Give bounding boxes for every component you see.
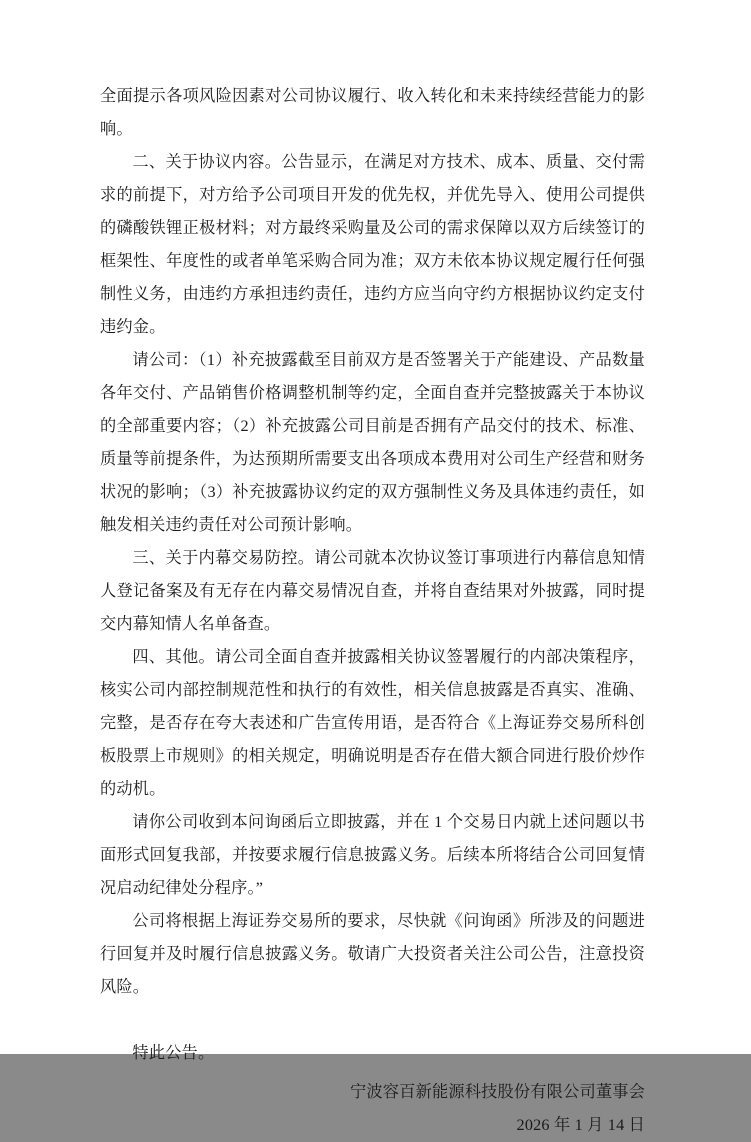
paragraph-request-company-items: 请公司：（1）补充披露截至目前双方是否签署关于产能建设、产品数量各年交付、产品销售价格调整机制等约定，全面自查并完整披露关于本协议的全部重要内容；（2）补充披露公司目前是否拥有产品交付的技术、标准、质量等前提条件，为达预期所需要支出各项成本费用对公司生产经营和财务状况的影响；（3）补充披露协议约定的双方强制性义务及具体违约责任，如触发相关违约责任对公司预计影响。 [100, 351, 645, 534]
paragraph-item-three-insider-trading: 三、关于内幕交易防控。请公司就本次协议签订事项进行内幕信息知情人登记备案及有无存在内幕交易情况自查，并将自查结果对外披露，同时提交内幕知情人名单备查。 [100, 549, 645, 633]
paragraph-item-two-agreement-content: 二、关于协议内容。公告显示，在满足对方技术、成本、质量、交付需求的前提下，对方给予公司项目开发的优先权，并优先导入、使用公司提供的磷酸铁锂正极材料；对方最终采购量及公司的需求保障以双方后续签订的框架性、年度性的或者单笔采购合同为准；双方未依本协议规定履行任何强制性义务，由违约方承担违约责任，违约方应当向守约方根据协议约定支付违约金。 [100, 153, 645, 336]
paragraph-reply-requirement: 请你公司收到本问询函后立即披露，并在 1 个交易日内就上述问题以书面形式回复我部，并按要求履行信息披露义务。后续本所将结合公司回复情况启动纪律处分程序。” [100, 813, 645, 897]
signature-company-name: 宁波容百新能源科技股份有限公司董事会 [350, 1083, 645, 1101]
paragraph-company-response: 公司将根据上海证券交易所的要求，尽快就《问询函》所涉及的问题进行回复并及时履行信息披露义务。敬请广大投资者关注公司公告，注意投资风险。 [100, 912, 645, 996]
signature-block [100, 1076, 645, 1142]
paragraph-item-four-other: 四、其他。请公司全面自查并披露相关协议签署履行的内部决策程序，核实公司内部控制规范性和执行的有效性，相关信息披露是否真实、准确、完整，是否存在夸大表述和广告宣传用语，是否符合《上海证券交易所科创板股票上市规则》的相关规定，明确说明是否存在借大额合同进行股价炒作的动机。 [100, 648, 645, 798]
signature-date: 2026 年 1 月 14 日 [516, 1116, 645, 1134]
blank-line-spacer [100, 1004, 645, 1037]
paragraph-announcement-closing: 特此公告。 [132, 1044, 215, 1062]
document-body [100, 80, 645, 1142]
paragraph-risk-disclosure: 全面提示各项风险因素对公司协议履行、收入转化和未来持续经营能力的影响。 [100, 87, 645, 138]
